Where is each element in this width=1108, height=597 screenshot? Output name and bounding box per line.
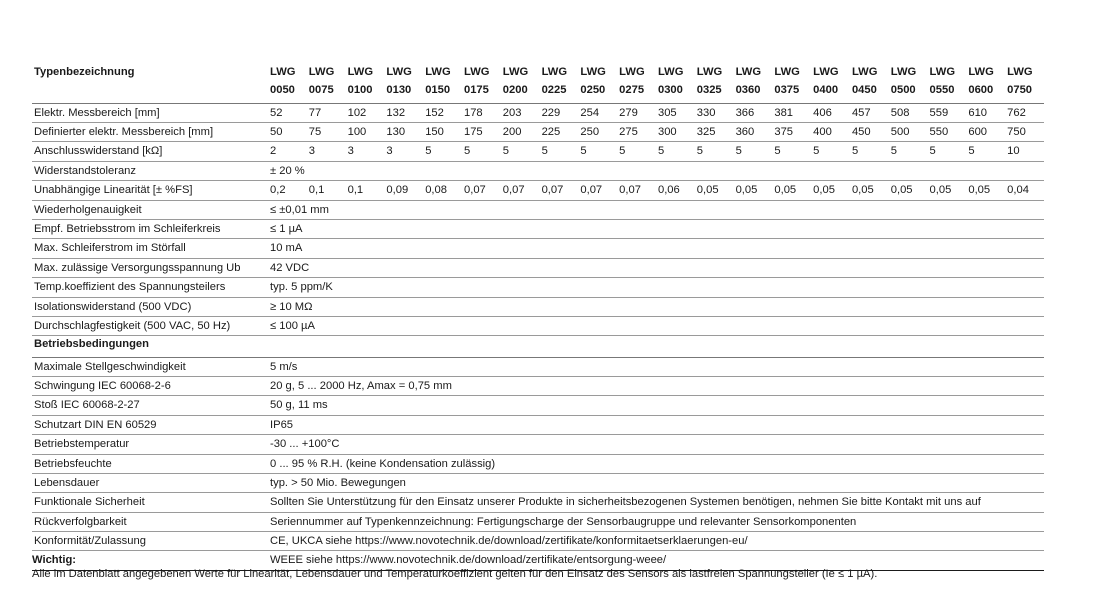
row-value: 0,07: [501, 181, 540, 200]
row-value: 5: [656, 142, 695, 161]
row-value: 5: [617, 142, 656, 161]
row-value: 0,1: [346, 181, 385, 200]
row-label: Funktionale Sicherheit: [32, 493, 268, 512]
row-value: 0,05: [734, 181, 773, 200]
row-value: 375: [772, 122, 811, 141]
row-label: Definierter elektr. Messbereich [mm]: [32, 122, 268, 141]
row-value: ± 20 %: [268, 161, 1044, 180]
type-prefix: LWG: [813, 66, 839, 78]
row-value: 300: [656, 122, 695, 141]
row-value: 3: [384, 142, 423, 161]
type-prefix: LWG: [968, 66, 994, 78]
row-value: 225: [540, 122, 579, 141]
type-prefix: LWG: [425, 66, 451, 78]
row-value: 5: [695, 142, 734, 161]
row-value: 550: [928, 122, 967, 141]
row-value: WEEE siehe https://www.novotechnik.de/download/zertifikate/entsorgung-weee/: [268, 551, 1044, 570]
type-prefix: LWG: [657, 66, 684, 78]
type-prefix: LWG: [580, 66, 606, 78]
type-prefix: LWG: [347, 66, 374, 78]
row-value: 50: [268, 122, 307, 141]
type-code: 0750: [1005, 84, 1044, 103]
type-prefix: LWG: [774, 66, 800, 78]
row-value: CE, UKCA siehe https://www.novotechnik.de/download/zertifikate/konformitaetserklaerungen-eu/: [268, 532, 1044, 551]
type-code: 0225: [540, 84, 579, 103]
row-value: 175: [462, 122, 501, 141]
row-value: 762: [1005, 103, 1044, 122]
table-row: [32, 122, 1044, 141]
type-code: 0200: [501, 84, 540, 103]
type-code: 0375: [772, 84, 811, 103]
table-row: [32, 278, 1044, 297]
type-code: 0275: [617, 84, 656, 103]
row-value: IP65: [268, 415, 1044, 434]
type-prefix: LWG: [929, 66, 956, 78]
row-value: ≤ 100 µA: [268, 316, 1044, 335]
spec-table: [32, 64, 1044, 571]
table-row: [32, 239, 1044, 258]
row-value: 0,2: [268, 181, 307, 200]
table-row: [32, 376, 1044, 395]
row-value: 0,05: [695, 181, 734, 200]
notes-text: Alle im Datenblatt angegebenen Werte für Linearität, Lebensdauer und Temperaturkoeffizient gelten für den Einsatz des Sensors als lastfreien Spannungsteiler (Ie ≤ 1 µA).: [32, 568, 878, 580]
row-value: 305: [656, 103, 695, 122]
row-value: 0,07: [578, 181, 617, 200]
header-spacer: [32, 84, 268, 103]
type-prefix: LWG: [502, 66, 529, 78]
row-value: 20 g, 5 ... 2000 Hz, Amax = 0,75 mm: [268, 376, 1044, 395]
row-value: 275: [617, 122, 656, 141]
row-label: Betriebstemperatur: [32, 435, 268, 454]
row-label: Schwingung IEC 60068-2-6: [32, 376, 268, 395]
row-value: typ. 5 ppm/K: [268, 278, 1044, 297]
type-prefix: LWG: [463, 66, 490, 78]
row-value: 0,08: [423, 181, 462, 200]
row-value: 178: [462, 103, 501, 122]
notes: [32, 553, 877, 581]
row-value: 0,05: [850, 181, 889, 200]
row-value: 0,07: [462, 181, 501, 200]
type-code: 0100: [346, 84, 385, 103]
table-row: [32, 415, 1044, 434]
type-prefix: LWG: [735, 66, 762, 78]
type-prefix: LWG: [696, 66, 723, 78]
row-value: 0,1: [307, 181, 346, 200]
type-prefix: LWG: [619, 66, 645, 78]
header-code-row: [32, 84, 1044, 103]
row-value: 360: [734, 122, 773, 141]
type-prefix: LWG: [1007, 66, 1033, 78]
table-row: [32, 219, 1044, 238]
row-value: 10: [1005, 142, 1044, 161]
row-value: 42 VDC: [268, 258, 1044, 277]
row-value: -30 ... +100°C: [268, 435, 1044, 454]
row-value: 381: [772, 103, 811, 122]
row-value: 600: [966, 122, 1005, 141]
row-label: Betriebsfeuchte: [32, 454, 268, 473]
row-value: 5 m/s: [268, 357, 1044, 376]
row-value: 406: [811, 103, 850, 122]
row-value: 450: [850, 122, 889, 141]
row-value: Seriennummer auf Typenkennzeichnung: Fertigungscharge der Sensorbaugruppe und relevanter Sensorkomponenten: [268, 512, 1044, 531]
row-value: 203: [501, 103, 540, 122]
row-value: ≤ ±0,01 mm: [268, 200, 1044, 219]
table-row: [32, 316, 1044, 335]
row-label: Wiederholgenauigkeit: [32, 200, 268, 219]
type-code: 0150: [423, 84, 462, 103]
row-value: 152: [423, 103, 462, 122]
row-value: 325: [695, 122, 734, 141]
row-value: 130: [384, 122, 423, 141]
type-code: 0400: [811, 84, 850, 103]
row-value: 52: [268, 103, 307, 122]
table-row: [32, 181, 1044, 200]
row-label: Max. Schleiferstrom im Störfall: [32, 239, 268, 258]
row-value: 0,05: [966, 181, 1005, 200]
table-row: [32, 396, 1044, 415]
row-value: Sollten Sie Unterstützung für den Einsatz unserer Produkte in sicherheitsbezogenen Systemen benötigen, nehmen Sie bitte Kontakt mit uns auf: [268, 493, 1044, 512]
row-value: 229: [540, 103, 579, 122]
row-label: Konformität/Zulassung: [32, 532, 268, 551]
type-prefix: LWG: [308, 66, 335, 78]
type-code: 0600: [966, 84, 1005, 103]
row-value: 10 mA: [268, 239, 1044, 258]
row-value: ≥ 10 MΩ: [268, 297, 1044, 316]
row-value: 279: [617, 103, 656, 122]
table-row: [32, 103, 1044, 122]
row-label: Maximale Stellgeschwindigkeit: [32, 357, 268, 376]
table-row: [32, 142, 1044, 161]
row-value: 0 ... 95 % R.H. (keine Kondensation zulässig): [268, 454, 1044, 473]
row-value: 0,05: [772, 181, 811, 200]
type-code: 0450: [850, 84, 889, 103]
type-code: 0075: [307, 84, 346, 103]
row-value: 50 g, 11 ms: [268, 396, 1044, 415]
table-row: [32, 493, 1044, 512]
row-value: typ. > 50 Mio. Bewegungen: [268, 473, 1044, 492]
type-code: 0130: [384, 84, 423, 103]
row-value: 75: [307, 122, 346, 141]
row-value: 0,09: [384, 181, 423, 200]
row-value: 200: [501, 122, 540, 141]
table-row: [32, 200, 1044, 219]
row-value: 254: [578, 103, 617, 122]
row-value: 400: [811, 122, 850, 141]
row-label: Lebensdauer: [32, 473, 268, 492]
header-label: Typenbezeichnung: [34, 66, 135, 78]
row-label: Durchschlagfestigkeit (500 VAC, 50 Hz): [32, 316, 268, 335]
table-row: [32, 258, 1044, 277]
type-code: 0325: [695, 84, 734, 103]
row-value: 132: [384, 103, 423, 122]
row-value: 5: [889, 142, 928, 161]
section-row: [32, 336, 1044, 357]
row-label: Unabhängige Linearität [± %FS]: [32, 181, 268, 200]
row-label: Stoß IEC 60068-2-27: [32, 396, 268, 415]
type-code: 0550: [928, 84, 967, 103]
row-value: 0,07: [540, 181, 579, 200]
type-code: 0250: [578, 84, 617, 103]
row-value: 0,05: [928, 181, 967, 200]
row-label: Elektr. Messbereich [mm]: [32, 103, 268, 122]
table-row: [32, 473, 1044, 492]
row-value: 5: [578, 142, 617, 161]
row-value: 5: [540, 142, 579, 161]
row-value: 330: [695, 103, 734, 122]
row-value: 5: [811, 142, 850, 161]
type-code: 0175: [462, 84, 501, 103]
type-prefix: LWG: [541, 66, 568, 78]
row-value: 750: [1005, 122, 1044, 141]
row-value: 150: [423, 122, 462, 141]
type-prefix: LWG: [851, 66, 878, 78]
row-value: 5: [928, 142, 967, 161]
table-row: [32, 435, 1044, 454]
table-row: [32, 512, 1044, 531]
type-prefix: LWG: [890, 66, 917, 78]
type-prefix: LWG: [270, 66, 296, 78]
row-value: 100: [346, 122, 385, 141]
datasheet: [32, 64, 1044, 571]
row-value: 0,05: [889, 181, 928, 200]
row-label: Isolationswiderstand (500 VDC): [32, 297, 268, 316]
row-label: Schutzart DIN EN 60529: [32, 415, 268, 434]
row-value: 0,05: [811, 181, 850, 200]
row-value: 3: [307, 142, 346, 161]
row-value: 366: [734, 103, 773, 122]
type-code: 0050: [268, 84, 307, 103]
type-code: 0360: [734, 84, 773, 103]
row-value: ≤ 1 µA: [268, 219, 1044, 238]
type-code: 0500: [889, 84, 928, 103]
table-row: [32, 297, 1044, 316]
row-value: 5: [423, 142, 462, 161]
row-label: Empf. Betriebsstrom im Schleiferkreis: [32, 219, 268, 238]
row-value: 559: [928, 103, 967, 122]
row-label: Anschlusswiderstand [kΩ]: [32, 142, 268, 161]
row-label: Rückverfolgbarkeit: [32, 512, 268, 531]
table-row: [32, 357, 1044, 376]
row-value: 5: [772, 142, 811, 161]
row-value: 0,04: [1005, 181, 1044, 200]
notes-title: Wichtig:: [32, 554, 77, 566]
table-row: [32, 161, 1044, 180]
row-value: 5: [850, 142, 889, 161]
row-value: 508: [889, 103, 928, 122]
row-value: 5: [462, 142, 501, 161]
row-value: 500: [889, 122, 928, 141]
row-value: 5: [501, 142, 540, 161]
row-value: 0,06: [656, 181, 695, 200]
table-row: [32, 532, 1044, 551]
row-value: 250: [578, 122, 617, 141]
header-row: [32, 64, 1044, 84]
row-label: Temp.koeffizient des Spannungsteilers: [32, 278, 268, 297]
row-value: 5: [734, 142, 773, 161]
row-value: 457: [850, 103, 889, 122]
row-value: 77: [307, 103, 346, 122]
row-value: 2: [268, 142, 307, 161]
row-value: 102: [346, 103, 385, 122]
row-value: 3: [346, 142, 385, 161]
type-code: 0300: [656, 84, 695, 103]
row-value: 610: [966, 103, 1005, 122]
row-value: 0,07: [617, 181, 656, 200]
row-value: 5: [966, 142, 1005, 161]
type-prefix: LWG: [386, 66, 412, 78]
row-label: Widerstandstoleranz: [32, 161, 268, 180]
section-title: Betriebsbedingungen: [32, 336, 1044, 357]
table-row: [32, 454, 1044, 473]
row-label: Max. zulässige Versorgungsspannung Ub: [32, 258, 268, 277]
